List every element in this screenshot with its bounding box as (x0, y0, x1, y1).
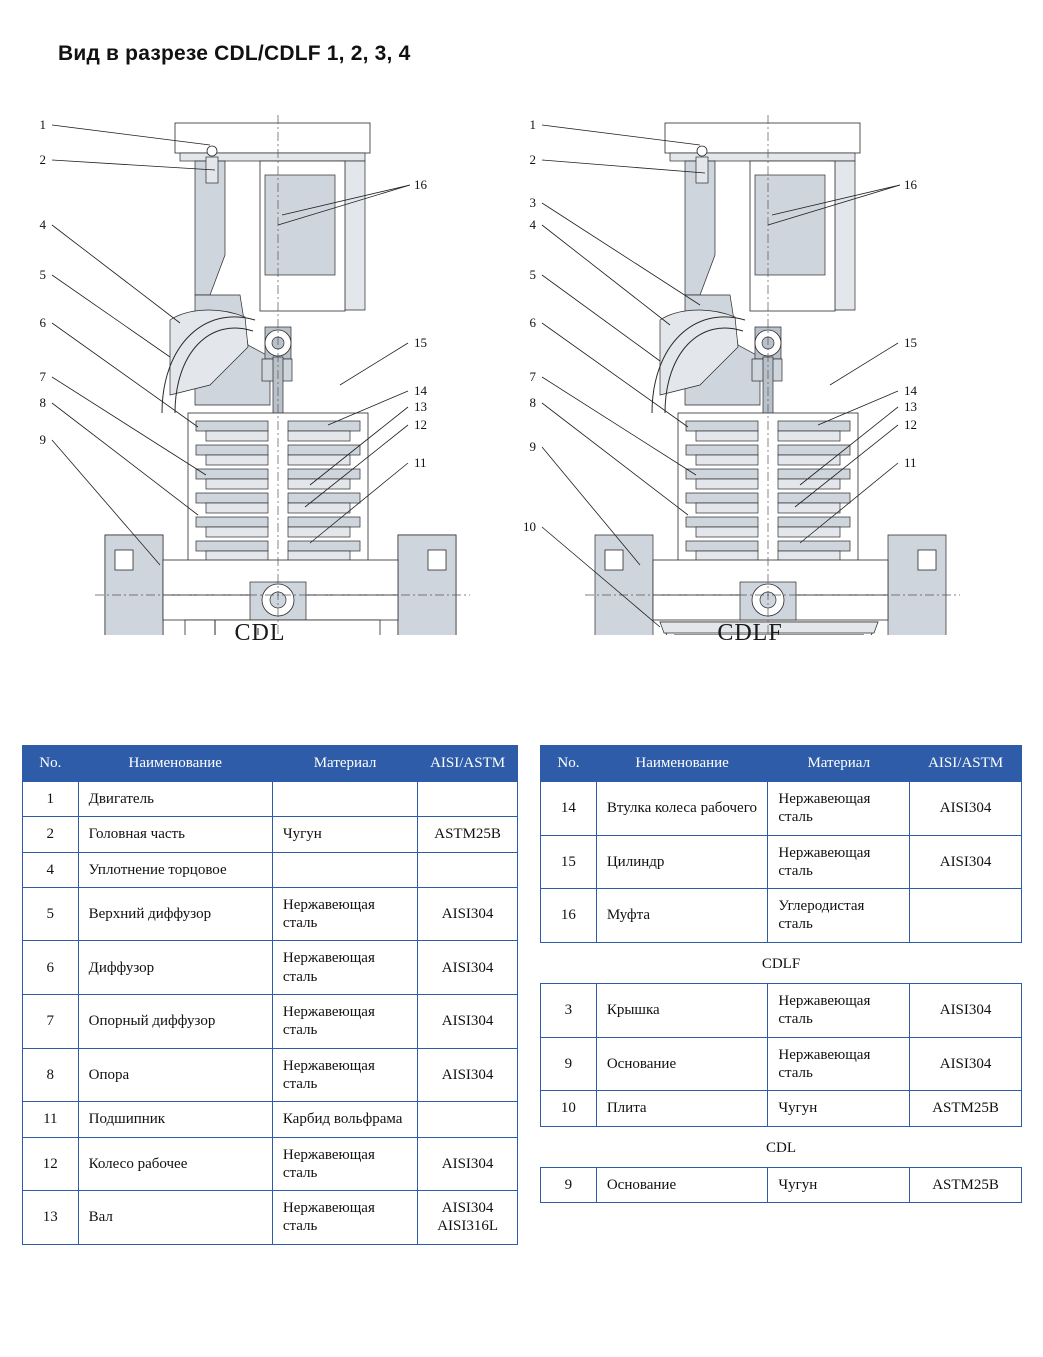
cell-no: 13 (23, 1191, 79, 1245)
cell-material: Нержавеющая сталь (768, 782, 910, 836)
cell-aisi: AISI304 (910, 782, 1022, 836)
svg-text:6: 6 (529, 315, 536, 330)
group-label-cdl: CDL (766, 1139, 796, 1156)
cell-name: Колесо рабочее (78, 1137, 272, 1191)
cell-material: Чугун (272, 817, 417, 852)
cell-aisi: ASTM25B (910, 1091, 1022, 1126)
cell-name: Подшипник (78, 1102, 272, 1137)
cell-name: Основание (596, 1037, 768, 1091)
svg-text:7: 7 (529, 369, 536, 384)
cell-aisi (418, 852, 518, 887)
svg-text:15: 15 (904, 335, 917, 350)
table-row (541, 782, 1022, 836)
svg-text:14: 14 (414, 383, 427, 398)
col-header-aisi: AISI/ASTM (910, 746, 1022, 782)
group-label-cdlf: CDLF (761, 955, 801, 972)
table-header-row (541, 746, 1022, 782)
cell-material: Нержавеющая сталь (768, 835, 910, 889)
cdlf-section-svg (500, 95, 1000, 635)
cell-material: Нержавеющая сталь (272, 1048, 417, 1102)
cell-no: 1 (23, 782, 79, 817)
svg-text:9: 9 (529, 439, 536, 454)
cell-material: Чугун (768, 1167, 910, 1202)
cell-name: Плита (596, 1091, 768, 1126)
svg-text:1: 1 (39, 117, 46, 132)
col-header-material: Материал (768, 746, 910, 782)
cell-no: 2 (23, 817, 79, 852)
cell-name: Уплотнение торцовое (78, 852, 272, 887)
table-row (541, 889, 1022, 943)
table-row (541, 835, 1022, 889)
cell-aisi: AISI304 (418, 1048, 518, 1102)
svg-text:11: 11 (904, 455, 917, 470)
table-row (23, 817, 518, 852)
cell-aisi: AISI304 (910, 835, 1022, 889)
cell-material: Нержавеющая сталь (272, 887, 417, 941)
cell-name: Двигатель (78, 782, 272, 817)
svg-text:12: 12 (904, 417, 917, 432)
col-header-name: Наименование (78, 746, 272, 782)
cell-aisi: AISI304 (910, 984, 1022, 1038)
cell-name: Головная часть (78, 817, 272, 852)
cell-name: Опорный диффузор (78, 995, 272, 1049)
cell-aisi: AISI304 (910, 1037, 1022, 1091)
cell-aisi: AISI304 (418, 887, 518, 941)
table-row (541, 984, 1022, 1038)
cell-material (272, 852, 417, 887)
cell-no: 4 (23, 852, 79, 887)
svg-text:3: 3 (529, 195, 536, 210)
cell-name: Диффузор (78, 941, 272, 995)
svg-text:14: 14 (904, 383, 917, 398)
cell-name: Муфта (596, 889, 768, 943)
cell-aisi (418, 782, 518, 817)
page-title: Вид в разрезе CDL/CDLF 1, 2, 3, 4 (58, 42, 411, 65)
svg-text:8: 8 (39, 395, 46, 410)
cell-no: 8 (23, 1048, 79, 1102)
svg-text:1: 1 (529, 117, 536, 132)
table-row (541, 1037, 1022, 1091)
svg-text:10: 10 (523, 519, 536, 534)
group-separator-cdlf (541, 942, 1022, 983)
cell-name: Крышка (596, 984, 768, 1038)
cell-material: Углеродистая сталь (768, 889, 910, 943)
cell-name: Верхний диффузор (78, 887, 272, 941)
table-row (541, 1167, 1022, 1202)
svg-text:2: 2 (39, 152, 46, 167)
cell-aisi (418, 1102, 518, 1137)
cell-aisi: ASTM25B (910, 1167, 1022, 1202)
cell-aisi: AISI304 (418, 1137, 518, 1191)
cell-aisi: AISI304 (418, 995, 518, 1049)
cell-material: Нержавеющая сталь (272, 1191, 417, 1245)
cell-no: 11 (23, 1102, 79, 1137)
table-row (23, 1137, 518, 1191)
cell-material: Нержавеющая сталь (272, 1137, 417, 1191)
cell-name: Втулка колеса рабочего (596, 782, 768, 836)
col-header-name: Наименование (596, 746, 768, 782)
table-row (23, 995, 518, 1049)
table-row (23, 1191, 518, 1245)
svg-text:8: 8 (529, 395, 536, 410)
svg-text:4: 4 (39, 217, 46, 232)
cell-no: 15 (541, 835, 597, 889)
cell-no: 7 (23, 995, 79, 1049)
cell-no: 14 (541, 782, 597, 836)
cell-aisi (910, 889, 1022, 943)
cell-no: 9 (541, 1037, 597, 1091)
drawing-cdlf (500, 95, 1000, 665)
col-header-aisi: AISI/ASTM (418, 746, 518, 782)
cell-material: Нержавеющая сталь (768, 1037, 910, 1091)
cell-material: Чугун (768, 1091, 910, 1126)
svg-text:16: 16 (904, 177, 917, 192)
cell-material (272, 782, 417, 817)
table-row (541, 1091, 1022, 1126)
parts-table-right (540, 745, 1022, 1203)
cell-no: 9 (541, 1167, 597, 1202)
col-header-no: No. (541, 746, 597, 782)
svg-text:6: 6 (39, 315, 46, 330)
svg-text:11: 11 (414, 455, 427, 470)
cell-no: 3 (541, 984, 597, 1038)
cell-aisi: ASTM25B (418, 817, 518, 852)
table-row (23, 1102, 518, 1137)
table-row (23, 852, 518, 887)
cell-no: 5 (23, 887, 79, 941)
cell-material: Нержавеющая сталь (768, 984, 910, 1038)
cdl-section-svg (10, 95, 510, 635)
drawing-caption-cdl: CDL (234, 620, 286, 646)
table-row (23, 887, 518, 941)
cell-no: 16 (541, 889, 597, 943)
cell-material: Карбид вольфрама (272, 1102, 417, 1137)
svg-text:15: 15 (414, 335, 427, 350)
svg-text:16: 16 (414, 177, 427, 192)
col-header-no: No. (23, 746, 79, 782)
group-separator-cdl (541, 1126, 1022, 1167)
cell-no: 6 (23, 941, 79, 995)
svg-text:4: 4 (529, 217, 536, 232)
cell-name: Основание (596, 1167, 768, 1202)
table-row (23, 941, 518, 995)
drawing-cdl (10, 95, 510, 665)
svg-text:5: 5 (39, 267, 46, 282)
cell-material: Нержавеющая сталь (272, 941, 417, 995)
cell-material: Нержавеющая сталь (272, 995, 417, 1049)
cell-no: 10 (541, 1091, 597, 1126)
cell-name: Цилиндр (596, 835, 768, 889)
parts-table-left (22, 745, 518, 1245)
cell-name: Опора (78, 1048, 272, 1102)
svg-text:2: 2 (529, 152, 536, 167)
svg-text:7: 7 (39, 369, 46, 384)
cell-aisi: AISI304 (418, 941, 518, 995)
table-header-row (23, 746, 518, 782)
svg-text:13: 13 (904, 399, 917, 414)
svg-text:13: 13 (414, 399, 427, 414)
col-header-material: Материал (272, 746, 417, 782)
cell-aisi: AISI304 AISI316L (418, 1191, 518, 1245)
table-row (23, 782, 518, 817)
table-row (23, 1048, 518, 1102)
drawings-area (0, 95, 1043, 665)
cell-name: Вал (78, 1191, 272, 1245)
drawing-caption-cdlf: CDLF (717, 620, 783, 646)
svg-text:12: 12 (414, 417, 427, 432)
svg-text:5: 5 (529, 267, 536, 282)
svg-text:9: 9 (39, 432, 46, 447)
cell-no: 12 (23, 1137, 79, 1191)
